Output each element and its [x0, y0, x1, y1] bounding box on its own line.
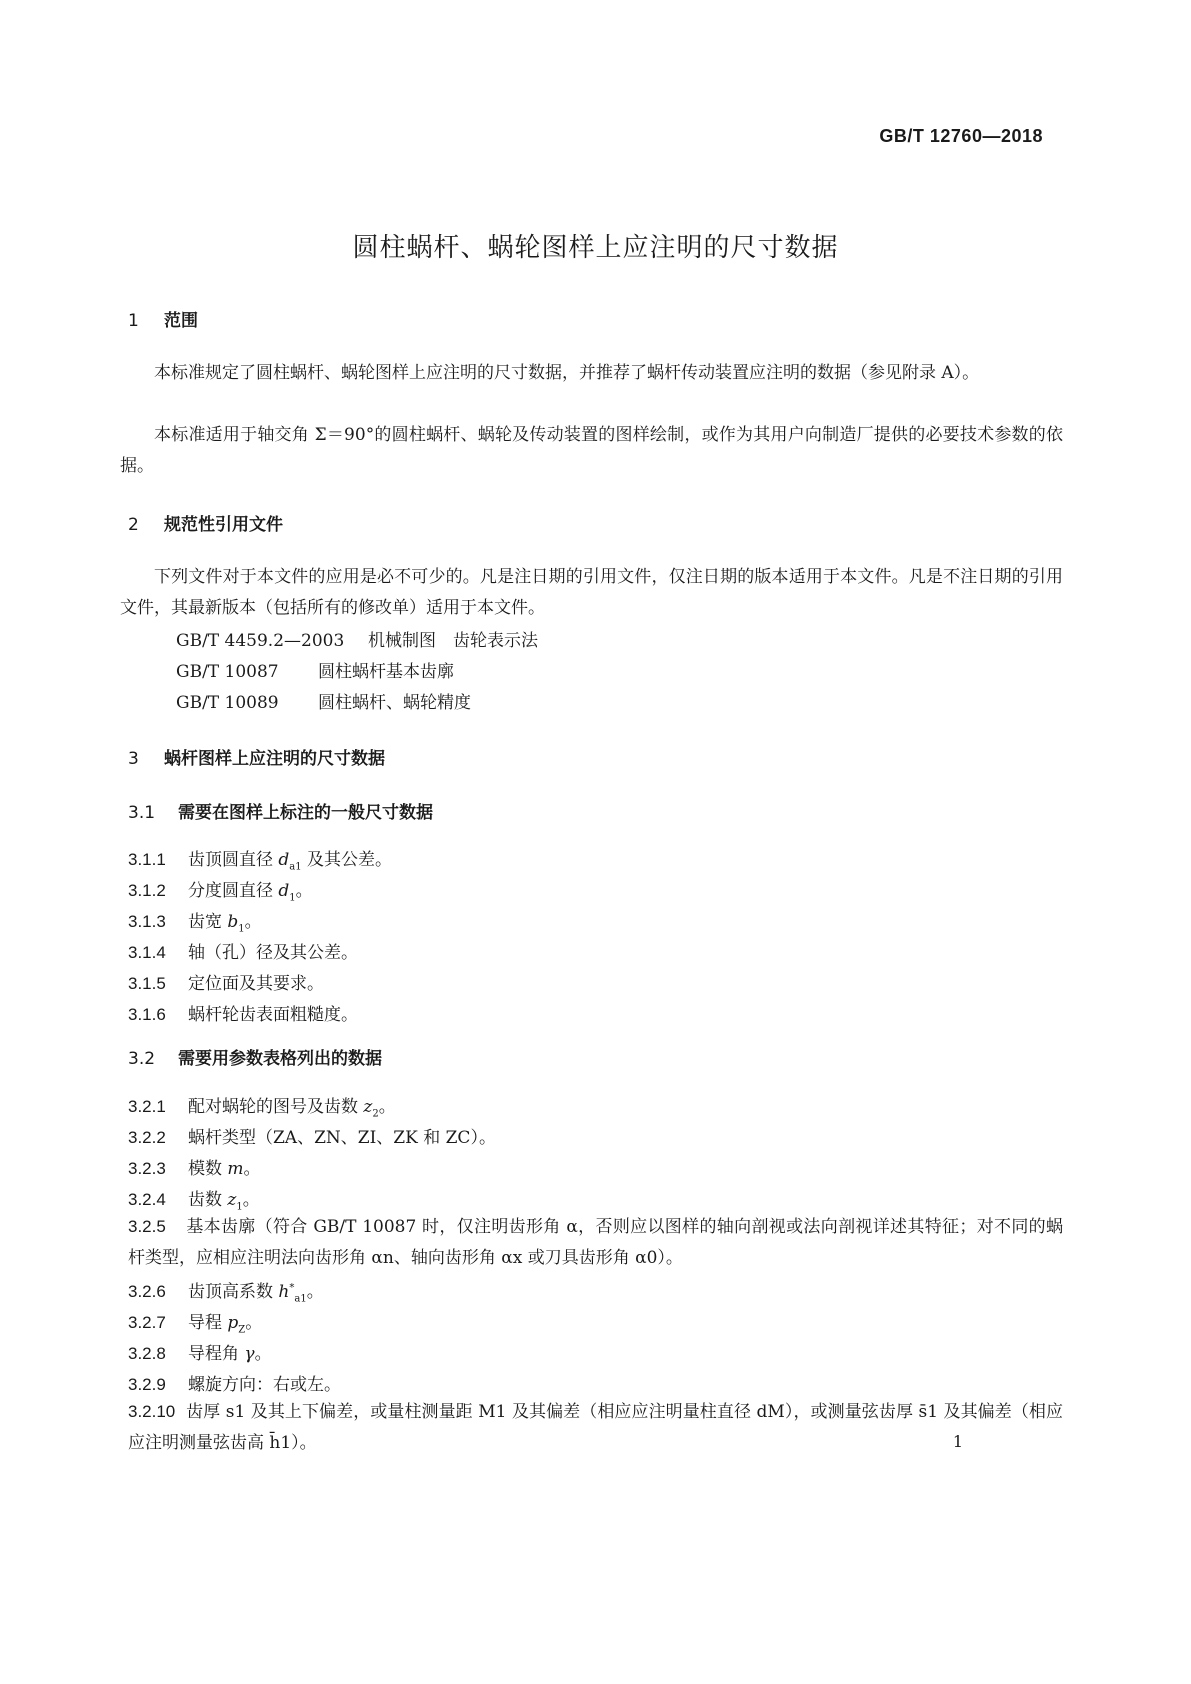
clause-text: 。 — [295, 881, 313, 901]
clause-text: 齿数 — [188, 1190, 228, 1210]
subscript: 1 — [289, 892, 296, 904]
clause-number: 3.2.8 — [128, 1344, 166, 1363]
clause-item — [128, 1154, 261, 1179]
clause-text: 。 — [243, 1159, 261, 1179]
subsection-3-2-heading — [128, 1044, 382, 1069]
clause-item — [128, 1396, 1063, 1459]
clause-number: 3.1.5 — [128, 974, 166, 993]
section-title: 蜗杆图样上应注明的尺寸数据 — [164, 749, 385, 769]
clause-number: 3.1.4 — [128, 943, 166, 962]
clause-text: 。 — [254, 1344, 272, 1364]
section-number: 2 — [128, 515, 139, 535]
section-number: 1 — [128, 311, 139, 331]
symbol: d — [278, 850, 290, 870]
clause-text: 分度圆直径 — [188, 881, 279, 901]
clause-text: 导程 — [188, 1313, 228, 1333]
subscript: 1 — [236, 1201, 243, 1213]
paragraph: 本标准规定了圆柱蜗杆、蜗轮图样上应注明的尺寸数据，并推荐了蜗杆传动装置应注明的数据（参见附录 A）。 — [154, 363, 980, 383]
clause-text: 。 — [245, 1313, 263, 1333]
clause-text: 定位面及其要求。 — [188, 974, 324, 994]
symbol: γ — [244, 1344, 255, 1364]
section-3-heading — [128, 744, 385, 769]
clause-item — [128, 1277, 324, 1304]
symbol: p — [227, 1313, 239, 1333]
symbol: d — [278, 881, 290, 901]
clause-item — [128, 1339, 272, 1364]
clause-number: 3.1.2 — [128, 881, 166, 900]
subsection-title: 需要在图样上标注的一般尺寸数据 — [178, 803, 433, 823]
clause-item — [128, 876, 313, 903]
clause-item — [128, 969, 324, 994]
clause-item — [128, 1123, 496, 1148]
clause-text: 齿顶圆直径 — [188, 850, 279, 870]
reference-title: 圆柱蜗杆、蜗轮精度 — [318, 693, 471, 713]
clause-number: 3.2.10 — [128, 1402, 176, 1421]
reference-item — [176, 688, 471, 713]
clause-number: 3.1.6 — [128, 1005, 166, 1024]
symbol: b — [227, 912, 239, 932]
clause-item — [128, 845, 392, 872]
reference-code: GB/T 10089 — [176, 693, 279, 713]
clause-number: 3.2.4 — [128, 1190, 166, 1209]
symbol: z — [227, 1190, 237, 1210]
section-title: 规范性引用文件 — [164, 515, 283, 535]
standard-code: GB/T 12760—2018 — [879, 126, 1043, 146]
clause-number: 3.2.7 — [128, 1313, 166, 1332]
subscript: Z — [238, 1324, 246, 1336]
clause-item — [128, 907, 262, 934]
section-1-heading — [128, 306, 198, 331]
section-2-heading — [128, 510, 283, 535]
subsection-title: 需要用参数表格列出的数据 — [178, 1049, 382, 1069]
section-number: 3 — [128, 749, 139, 769]
reference-item — [176, 626, 538, 651]
clause-item — [128, 1211, 1063, 1274]
reference-code: GB/T 10087 — [176, 662, 279, 682]
clause-number: 3.2.5 — [128, 1217, 166, 1236]
document-title: 圆柱蜗杆、蜗轮图样上应注明的尺寸数据 — [352, 233, 839, 263]
page-number: 1 — [952, 1432, 963, 1451]
clause-text: 。 — [306, 1282, 324, 1302]
clause-text: 模数 — [188, 1159, 228, 1179]
clause-number: 3.2.6 — [128, 1282, 166, 1301]
subsection-3-1-heading — [128, 798, 433, 823]
clause-text: 基本齿廓（符合 GB/T 10087 时，仅注明齿形角 α，否则应以图样的轴向剖视或法向剖视详述其特征；对不同的蜗杆类型，应相应注明法向齿形角 αn、轴向齿形角 αx 或刀具齿形角 α0）。 — [128, 1217, 1063, 1268]
clause-item — [128, 1185, 260, 1212]
symbol: m — [227, 1159, 244, 1179]
clause-text: 齿顶高系数 — [188, 1282, 279, 1302]
subscript: 2 — [372, 1108, 379, 1120]
symbol: z — [363, 1097, 373, 1117]
clause-text: 配对蜗轮的图号及齿数 — [188, 1097, 364, 1117]
subsection-number: 3.1 — [128, 803, 156, 823]
clause-number: 3.2.1 — [128, 1097, 166, 1116]
clause-text: 蜗杆类型（ZA、ZN、ZI、ZK 和 ZC）。 — [188, 1128, 496, 1148]
reference-title: 圆柱蜗杆基本齿廓 — [318, 662, 454, 682]
reference-item — [176, 657, 454, 682]
clause-number: 3.1.1 — [128, 850, 166, 869]
symbol: h — [278, 1282, 290, 1302]
clause-number: 3.1.3 — [128, 912, 166, 931]
clause-text: 。 — [378, 1097, 396, 1117]
superscript: * — [289, 1282, 295, 1294]
subscript: 1 — [238, 923, 245, 935]
clause-item — [128, 1308, 262, 1335]
clause-text: 。 — [242, 1190, 260, 1210]
clause-text: 蜗杆轮齿表面粗糙度。 — [188, 1005, 358, 1025]
paragraph: 下列文件对于本文件的应用是必不可少的。凡是注日期的引用文件，仅注日期的版本适用于本文件。凡是不注日期的引用文件，其最新版本（包括所有的修改单）适用于本文件。 — [120, 567, 1063, 618]
clause-text: 及其公差。 — [301, 850, 393, 870]
clause-number: 3.2.3 — [128, 1159, 166, 1178]
subsection-number: 3.2 — [128, 1049, 156, 1069]
section-title: 范围 — [164, 311, 198, 331]
subscript: a1 — [294, 1293, 307, 1305]
clause-number: 3.2.9 — [128, 1375, 166, 1394]
clause-text: 齿厚 s1 及其上下偏差，或量柱测量距 M1 及其偏差（相应应注明量柱直径 dM），或测量弦齿厚 s̄1 及其偏差（相应应注明测量弦齿高 h̄1）。 — [128, 1402, 1063, 1453]
clause-item — [128, 1000, 358, 1025]
paragraph: 本标准适用于轴交角 Σ＝90°的圆柱蜗杆、蜗轮及传动装置的图样绘制，或作为其用户向制造厂提供的必要技术参数的依据。 — [120, 425, 1063, 476]
clause-item — [128, 1092, 396, 1119]
clause-text: 螺旋方向：右或左。 — [188, 1375, 341, 1395]
clause-text: 。 — [244, 912, 262, 932]
clause-item — [128, 938, 358, 963]
clause-item — [128, 1370, 341, 1395]
clause-text: 齿宽 — [188, 912, 228, 932]
reference-code: GB/T 4459.2—2003 — [176, 631, 345, 651]
reference-title: 机械制图 齿轮表示法 — [368, 631, 538, 651]
clause-text: 导程角 — [188, 1344, 245, 1364]
subscript: a1 — [289, 861, 302, 873]
clause-text: 轴（孔）径及其公差。 — [188, 943, 358, 963]
clause-number: 3.2.2 — [128, 1128, 166, 1147]
